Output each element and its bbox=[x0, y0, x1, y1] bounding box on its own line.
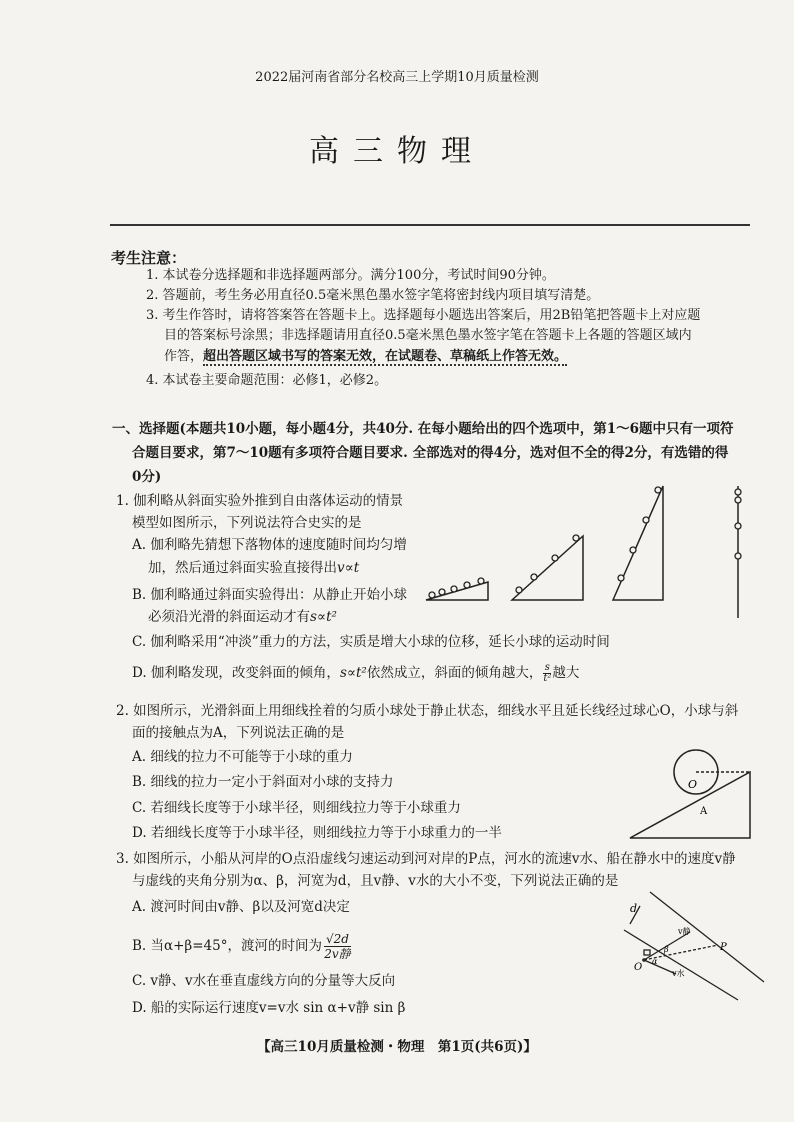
incline-3 bbox=[613, 486, 663, 600]
ball bbox=[552, 555, 558, 561]
label-p: P bbox=[720, 942, 727, 953]
ball bbox=[735, 553, 741, 559]
ball bbox=[735, 523, 741, 529]
incline-2 bbox=[512, 536, 583, 600]
q1-option-a-2 bbox=[148, 557, 359, 579]
page-footer: 【高三10月质量检测・物理 第1页(共6页)】 bbox=[257, 1039, 537, 1055]
q3-frac-num: √2d bbox=[325, 932, 349, 946]
notice-item-1: 1. 本试卷分选择题和非选择题两部分。满分100分，考试时间90分钟。 bbox=[146, 268, 555, 283]
point-o bbox=[642, 958, 646, 962]
label-v-shui: v水 bbox=[672, 969, 685, 978]
q2-option-a: A. 细线的拉力不可能等于小球的重力 bbox=[132, 749, 353, 765]
q2-stem-2: 面的接触点为A，下列说法正确的是 bbox=[132, 725, 345, 741]
section-line-1: 一、选择题(本题共10小题，每小题4分，共40分. 在每小题给出的四个选项中，第1～6题中只有一项符 bbox=[112, 421, 734, 437]
label-o: O bbox=[634, 962, 643, 973]
label-v-jing: v静 bbox=[678, 927, 691, 936]
ball bbox=[478, 578, 484, 584]
ball bbox=[618, 575, 624, 581]
q1-fraction bbox=[543, 663, 551, 684]
q2-ball-incline-figure bbox=[628, 742, 758, 842]
ball bbox=[630, 547, 636, 553]
q3-fraction bbox=[324, 932, 351, 961]
notice-item-4: 4. 本试卷主要命题范围：必修1，必修2。 bbox=[146, 373, 388, 388]
label-alpha: α bbox=[652, 957, 658, 966]
section-line-2: 合题目要求，第7～10题有多项符合题目要求. 全部选对的得4分，选对但不全的得2分，有选错的得 bbox=[132, 445, 729, 461]
ball bbox=[451, 586, 457, 592]
q1-option-c: C. 伽利略采用“冲淡”重力的方法，实质是增大小球的位移，延长小球的运动时间 bbox=[132, 634, 610, 650]
label-beta: β bbox=[664, 945, 669, 954]
notice-heading: 考生注意： bbox=[111, 249, 187, 267]
notice-item-3-lead: 作答， bbox=[164, 349, 204, 364]
label-d: d bbox=[630, 902, 638, 915]
ball bbox=[464, 582, 470, 588]
ball bbox=[735, 489, 741, 495]
q1-formula-d: s∝t² bbox=[339, 665, 367, 681]
q1-option-d-text-2: 依然成立，斜面的倾角越大， bbox=[366, 665, 543, 681]
q2-option-d: D. 若细线长度等于小球半径，则细线拉力等于小球重力的一半 bbox=[132, 825, 502, 841]
q1-option-d-text-1: D. 伽利略发现，改变斜面的倾角， bbox=[132, 665, 340, 681]
q1-incline-figure bbox=[420, 478, 760, 628]
q3-option-b bbox=[132, 932, 351, 961]
q1-option-b-2 bbox=[148, 606, 337, 628]
notice-item-3: 3. 考生作答时，请将答案答在答题卡上。选择题每小题选出答案后，用2B铅笔把答题卡上对应题 bbox=[146, 308, 701, 323]
q1-option-b-1: B. 伽利略通过斜面实验得出：从静止开始小球 bbox=[132, 587, 408, 603]
q3-stem-2: 与虚线的夹角分别为α、β，河宽为d，且v静、v水的大小不变，下列说法正确的是 bbox=[132, 873, 619, 889]
q3-option-c: C. v静、v水在垂直虚线方向的分量等大反向 bbox=[132, 973, 396, 989]
q1-formula-a: v∝t bbox=[337, 560, 360, 576]
q1-stem-1: 1. 伽利略从斜面实验外推到自由落体运动的情景 bbox=[116, 493, 404, 509]
q3-option-d: D. 船的实际运行速度v=v水 sin α+v静 sin β bbox=[132, 1000, 406, 1016]
exam-header: 2022届河南省部分名校高三上学期10月质量检测 bbox=[255, 70, 539, 85]
notice-item-3-cont: 目的答案标号涂黑；非选择题请用直径0.5毫米黑色墨水签字笔在答题卡上各题的答题区域内 bbox=[164, 328, 692, 343]
section-line-3: 0分) bbox=[132, 469, 162, 485]
q1-option-d-text-3: 越大 bbox=[552, 665, 580, 681]
ball bbox=[439, 589, 445, 595]
ball bbox=[573, 535, 579, 541]
page-title: 高三物理 bbox=[309, 134, 485, 169]
ball bbox=[655, 487, 661, 493]
q1-option-d bbox=[132, 662, 579, 684]
q2-option-c: C. 若细线长度等于小球半径，则细线拉力等于小球重力 bbox=[132, 800, 461, 816]
q2-stem-1: 2. 如图所示，光滑斜面上用细线拴着的匀质小球处于静止状态，细线水平且延长线经过球心O，小球与斜 bbox=[116, 703, 739, 719]
ball bbox=[531, 574, 537, 580]
notice-item-3-end bbox=[164, 347, 567, 367]
q3-stem-1: 3. 如图所示，小船从河岸的O点沿虚线匀速运动到河对岸的P点，河水的流速v水、船在静水中的速度v静 bbox=[116, 851, 736, 867]
notice-item-2: 2. 答题前，考生务必用直径0.5毫米黑色墨水签字笔将密封线内项目填写清楚。 bbox=[146, 288, 600, 303]
q1-option-b-text: 必须沿光滑的斜面运动才有 bbox=[148, 609, 310, 625]
q3-river-figure bbox=[620, 890, 766, 1002]
right-angle-mark bbox=[644, 950, 650, 955]
river-bank-top bbox=[650, 892, 764, 982]
q1-formula-b: s∝t² bbox=[310, 609, 337, 625]
label-o: O bbox=[688, 778, 698, 791]
ball bbox=[643, 517, 649, 523]
ball bbox=[429, 592, 435, 598]
q1-stem-2: 模型如图所示，下列说法符合史实的是 bbox=[132, 515, 362, 531]
q2-option-b: B. 细线的拉力一定小于斜面对小球的支持力 bbox=[132, 774, 394, 790]
q3-option-b-text: B. 当α+β=45°，渡河的时间为 bbox=[132, 938, 322, 954]
divider bbox=[110, 224, 750, 226]
q3-option-a: A. 渡河时间由v静、β以及河宽d决定 bbox=[132, 899, 350, 915]
ball bbox=[735, 497, 741, 503]
label-a: A bbox=[700, 806, 708, 817]
q1-option-a-1: A. 伽利略先猜想下落物体的速度随时间均匀增 bbox=[132, 537, 407, 553]
q3-frac-den: 2v静 bbox=[324, 947, 351, 961]
q1-frac-den: t² bbox=[543, 673, 552, 684]
q1-frac-num: s bbox=[544, 662, 550, 673]
ball bbox=[516, 587, 522, 593]
q1-option-a-text: 加，然后通过斜面实验直接得出 bbox=[148, 560, 337, 576]
notice-emphasis: 超出答题区域书写的答案无效，在试题卷、草稿纸上作答无效。 bbox=[203, 349, 568, 364]
